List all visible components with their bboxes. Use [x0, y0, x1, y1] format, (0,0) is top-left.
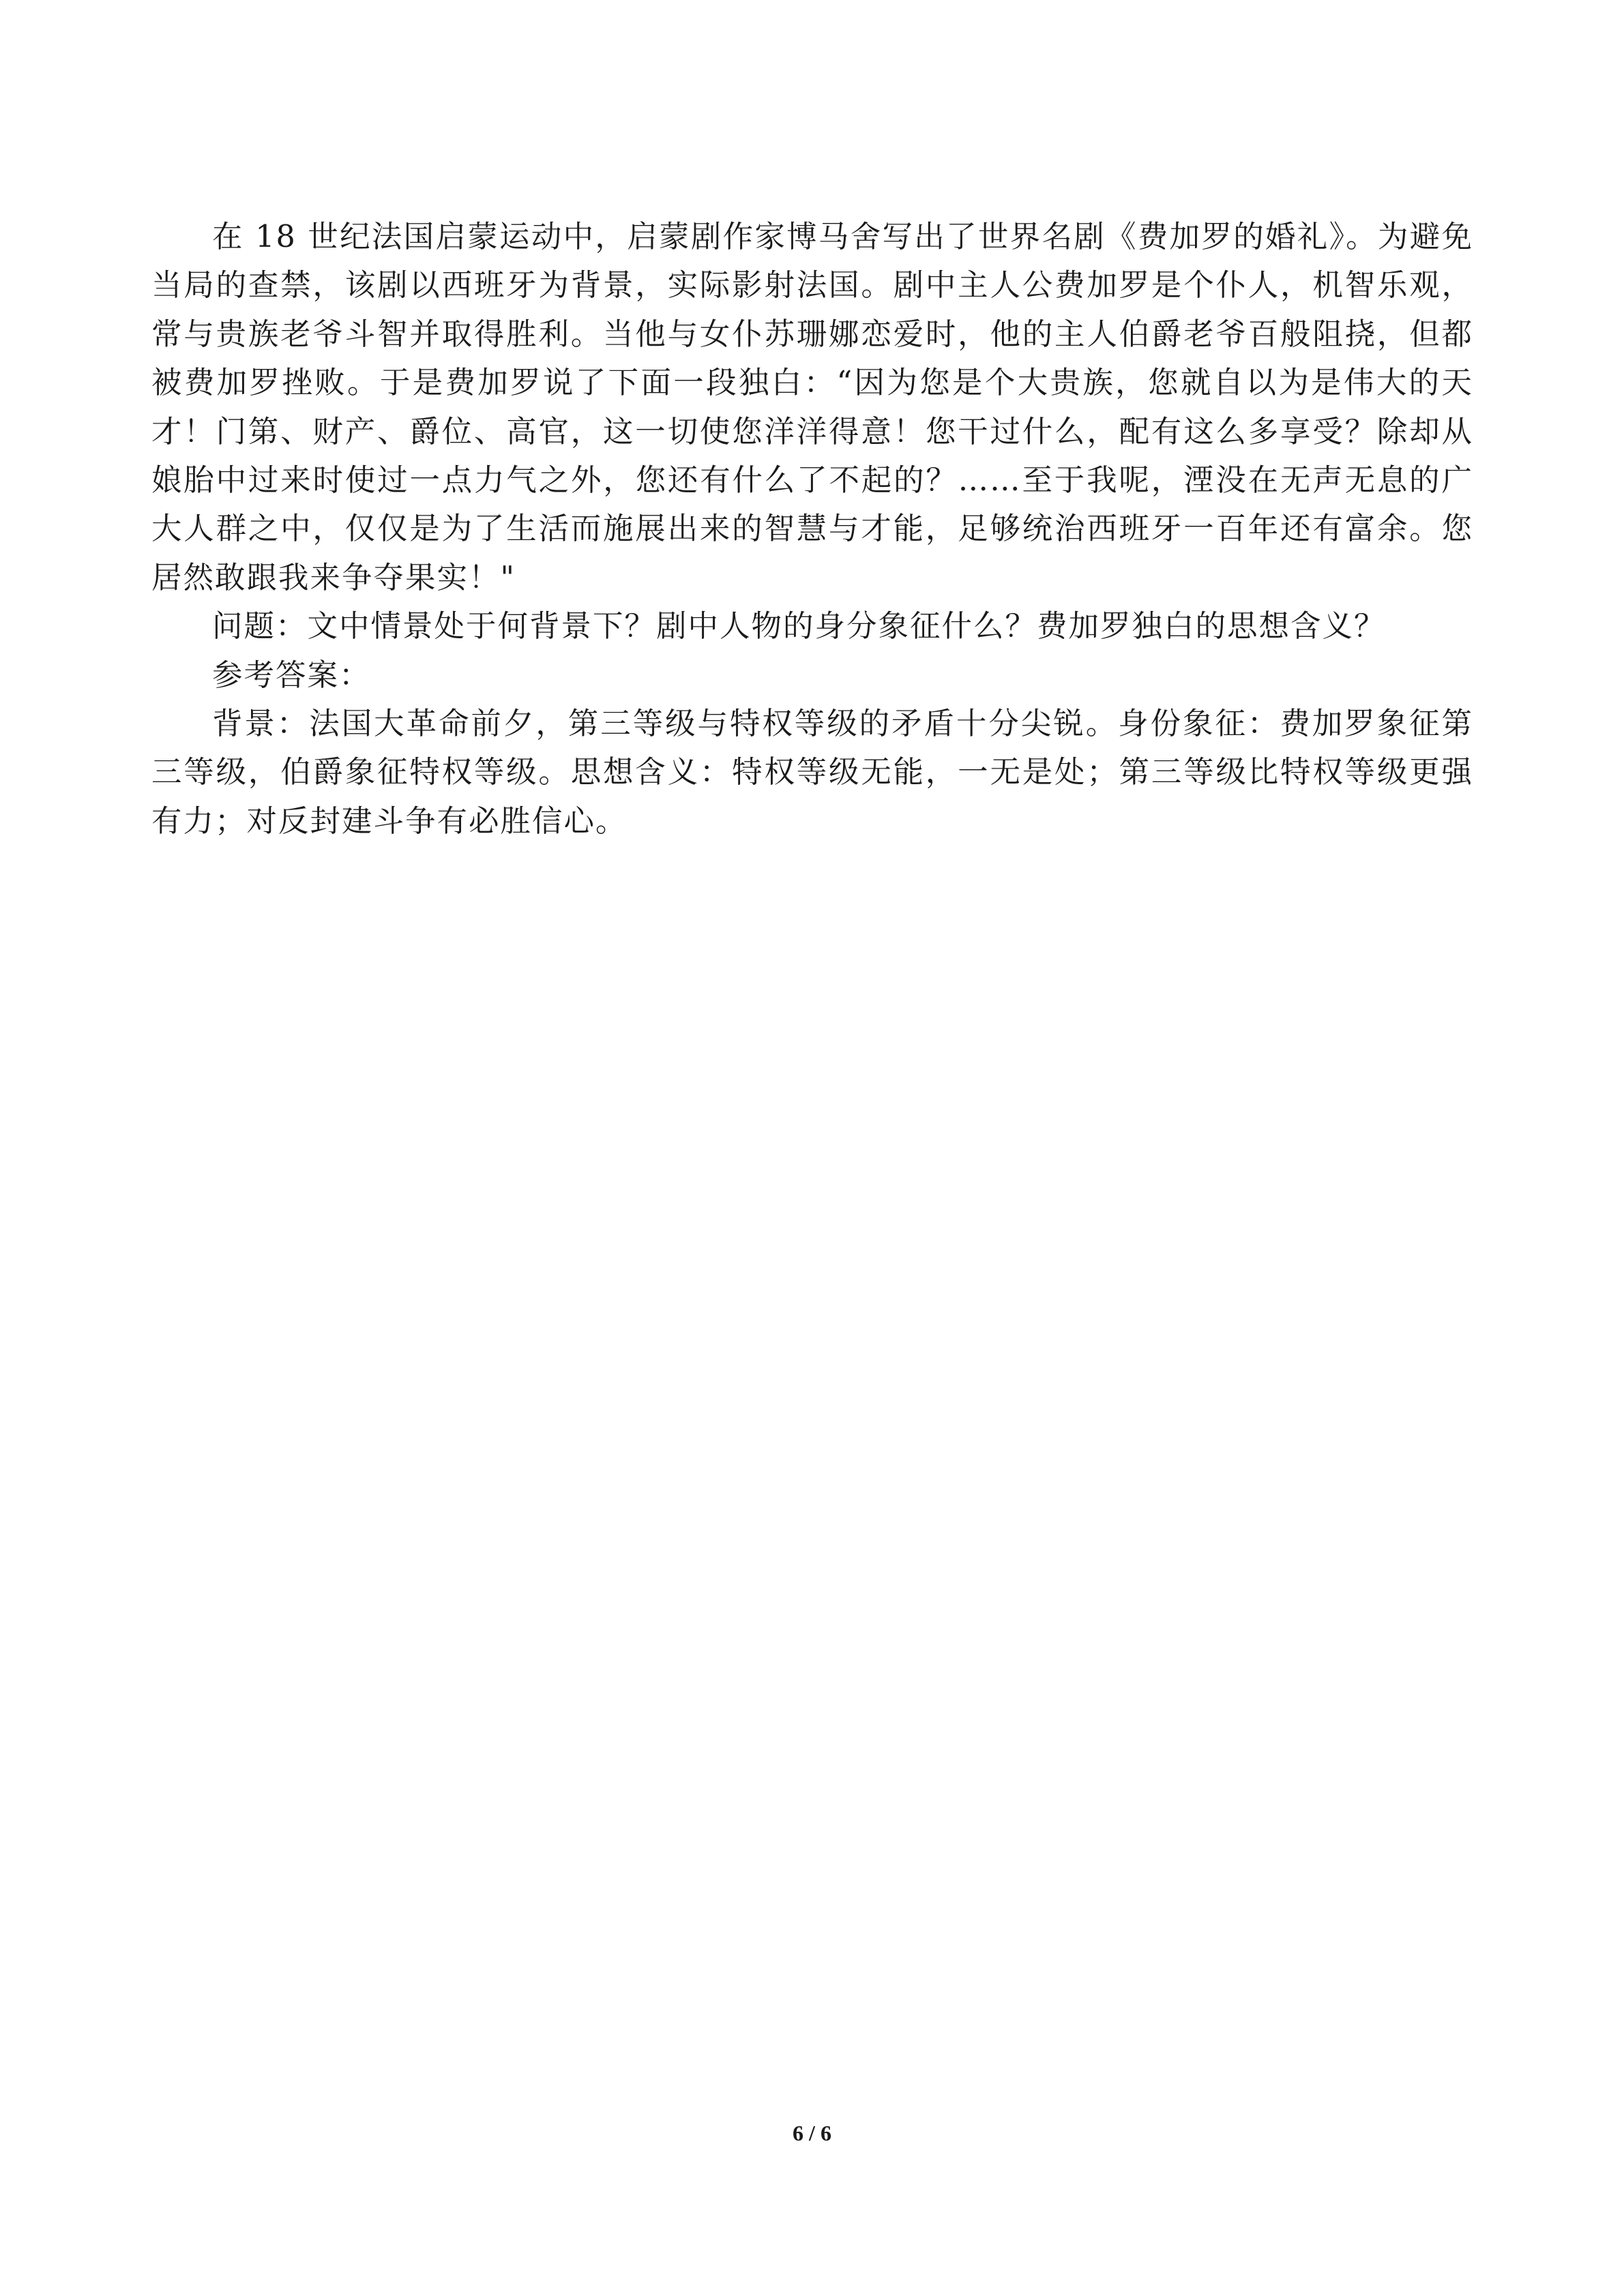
page-number: 6 / 6: [793, 2121, 831, 2145]
document-body: [151, 213, 1473, 846]
question-paragraph: 问题：文中情景处于何背景下？剧中人物的身分象征什么？费加罗独白的思想含义？: [212, 609, 1386, 644]
answer-paragraph: 背景：法国大革命前夕，第三等级与特权等级的矛盾十分尖锐。身份象征：费加罗象征第三等级，伯爵象征特权等级。思想含义：特权等级无能，一无是处；第三等级比特权等级更强有力；对反封建斗争有必胜信心。: [151, 706, 1473, 839]
passage-paragraph: 在 18 世纪法国启蒙运动中，启蒙剧作家博马舍写出了世界名剧《费加罗的婚礼》。为避免当局的查禁，该剧以西班牙为背景，实际影射法国。剧中主人公费加罗是个仆人，机智乐观，常与贵族老爷斗智并取得胜利。当他与女仆苏珊娜恋爱时，他的主人伯爵老爷百般阻挠，但都被费加罗挫败。于是费加罗说了下面一段独白：“因为您是个大贵族，您就自以为是伟大的天才！门第、财产、爵位、高官，这一切使您洋洋得意！您干过什么，配有这么多享受？除却从娘胎中过来时使过一点力气之外，您还有什么了不起的？……至于我呢，湮没在无声无息的广大人群之中，仅仅是为了生活而施展出来的智慧与才能，足够统治西班牙一百年还有富余。您居然敢跟我来争夺果实！": [151, 220, 1473, 595]
answer-heading: 参考答案：: [212, 657, 371, 693]
